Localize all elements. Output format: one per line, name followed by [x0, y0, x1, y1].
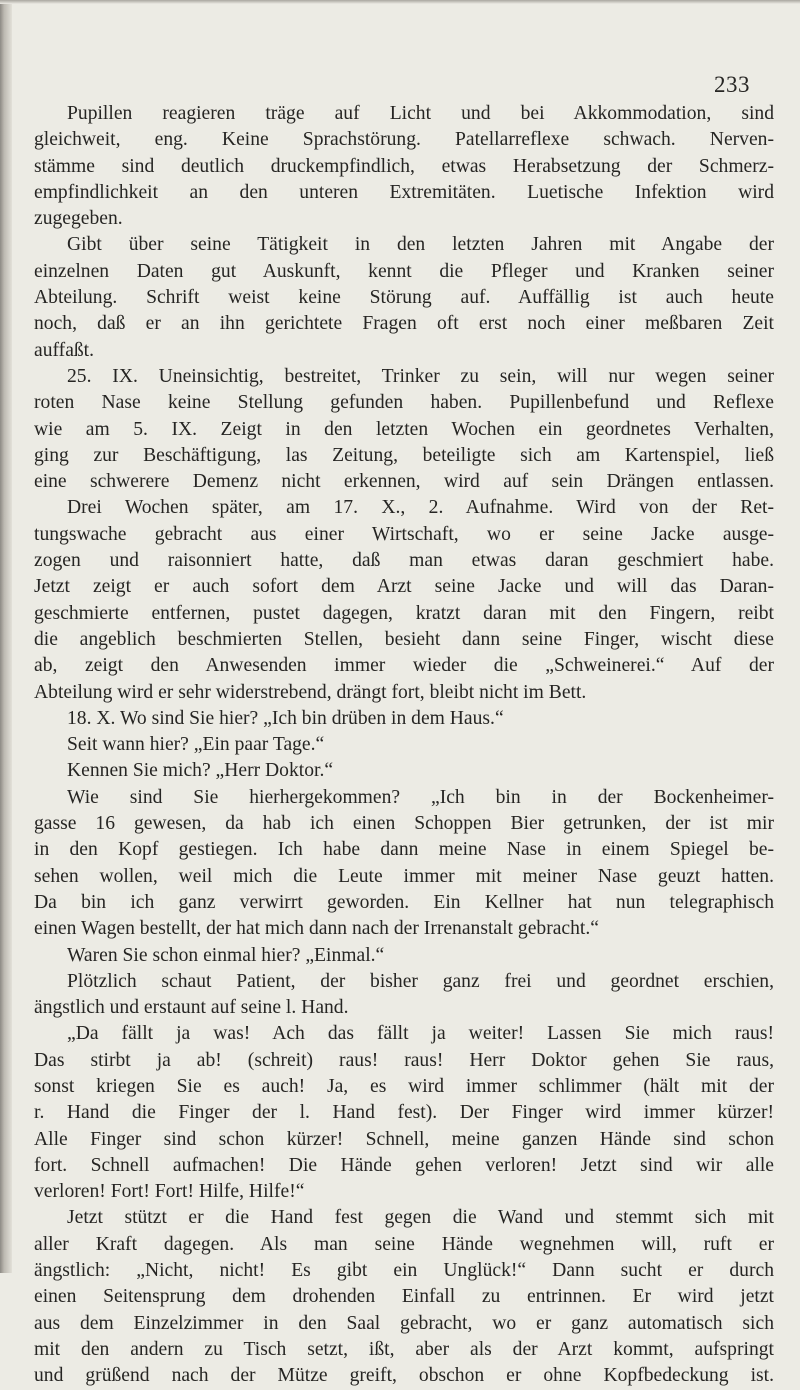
text-line: Alle Finger sind schon kürzer! Schnell, meine ganzen Hände sind schon: [34, 1128, 774, 1150]
text-line: stämme sind deutlich druckempfindlich, etwas Herabsetzung der Schmerz-: [34, 155, 774, 177]
text-line: ängstlich und erstaunt auf seine l. Hand.: [34, 997, 349, 1019]
text-line: aller Kraft dagegen. Als man seine Hände wegnehmen will, ruft er: [34, 1233, 774, 1255]
text-line: tungswache gebracht aus einer Wirtschaft, wo er seine Jacke ausge-: [34, 523, 774, 545]
text-line: ab, zeigt den Anwesenden immer wieder die „Schweinerei.“ Auf der: [34, 655, 774, 677]
text-line: einen Wagen bestellt, der hat mich dann nach der Irrenanstalt gebracht.“: [34, 918, 599, 940]
text-line: r. Hand die Finger der l. Hand fest). Der Finger wird immer kürzer!: [34, 1102, 774, 1124]
page-top-shadow: [0, 0, 800, 4]
text-line: ging zur Beschäftigung, las Zeitung, beteiligte sich am Kartenspiel, ließ: [34, 444, 774, 466]
text-line: Jetzt zeigt er auch sofort dem Arzt seine Jacke und will das Daran-: [34, 576, 774, 598]
text-line: zogen und raisonniert hatte, daß man etwas daran geschmiert habe.: [34, 550, 774, 572]
text-line: Jetzt stützt er die Hand fest gegen die Wand und stemmt sich mit: [67, 1207, 774, 1229]
text-line: noch, daß er an ihn gerichtete Fragen oft erst noch einer meßbaren Zeit: [34, 313, 774, 335]
text-line: eine schwerere Demenz nicht erkennen, wird auf sein Drängen entlassen.: [34, 471, 774, 493]
text-line: „Da fällt ja was! Ach das fällt ja weiter! Lassen Sie mich raus!: [67, 1023, 774, 1045]
text-line: geschmierte entfernen, pustet dagegen, kratzt daran mit den Fingern, reibt: [34, 602, 774, 624]
text-line: wie am 5. IX. Zeigt in den letzten Wochen ein geordnetes Verhalten,: [34, 418, 774, 440]
text-line: Abteilung wird er sehr widerstrebend, drängt fort, bleibt nicht im Bett.: [34, 681, 587, 703]
text-line: Wie sind Sie hierhergekommen? „Ich bin in der Bockenheimer-: [67, 786, 774, 808]
text-line: fort. Schnell aufmachen! Die Hände gehen verloren! Jetzt sind wir alle: [34, 1154, 774, 1176]
text-line: Seit wann hier? „Ein paar Tage.“: [67, 734, 325, 756]
text-line: sehen wollen, weil mich die Leute immer mit meiner Nase geuzt hatten.: [34, 865, 774, 887]
text-line: Da bin ich ganz verwirrt geworden. Ein Kellner hat nun telegraphisch: [34, 891, 774, 913]
text-line: aus dem Einzelzimmer in den Saal gebracht, wo er ganz automatisch sich: [34, 1312, 774, 1334]
text-line: Das stirbt ja ab! (schreit) raus! raus! Herr Doktor gehen Sie raus,: [34, 1049, 774, 1071]
text-line: gleichweit, eng. Keine Sprachstörung. Patellarreflexe schwach. Nerven-: [34, 129, 774, 151]
text-line: in den Kopf gestiegen. Ich habe dann meine Nase in einem Spiegel be-: [34, 839, 774, 861]
text-line: mit den andern zu Tisch setzt, ißt, aber als der Arzt kommt, aufspringt: [34, 1338, 774, 1360]
text-line: einzelnen Daten gut Auskunft, kennt die Pfleger und Kranken seiner: [34, 260, 774, 282]
text-line: auffaßt.: [34, 339, 95, 361]
text-line: zugegeben.: [34, 208, 123, 230]
text-line: Kennen Sie mich? „Herr Doktor.“: [67, 760, 334, 782]
text-line: roten Nase keine Stellung gefunden haben. Pupillenbefund und Reflexe: [34, 392, 774, 414]
text-line: Abteilung. Schrift weist keine Störung auf. Auffällig ist auch heute: [34, 287, 774, 309]
text-line: 25. IX. Uneinsichtig, bestreitet, Trinker zu sein, will nur wegen seiner: [67, 365, 774, 387]
page-binding-shadow: [0, 0, 12, 1273]
text-line: und grüßend nach der Mütze greift, obschon er ohne Kopfbedeckung ist.: [34, 1365, 774, 1387]
text-line: Gibt über seine Tätigkeit in den letzten Jahren mit Angabe der: [67, 234, 774, 256]
text-line: 18. X. Wo sind Sie hier? „Ich bin drüben in dem Haus.“: [67, 707, 504, 729]
text-line: gasse 16 gewesen, da hab ich einen Schoppen Bier getrunken, der ist mir: [34, 813, 774, 835]
text-line: sonst kriegen Sie es auch! Ja, es wird immer schlimmer (hält mit der: [34, 1075, 774, 1097]
text-line: empfindlichkeit an den unteren Extremitäten. Luetische Infektion wird: [34, 181, 774, 203]
text-line: einen Seitensprung dem drohenden Einfall zu entrinnen. Er wird jetzt: [34, 1286, 774, 1308]
body-text: [34, 101, 774, 1390]
text-line: Waren Sie schon einmal hier? „Einmal.“: [67, 944, 385, 966]
text-line: Plötzlich schaut Patient, der bisher ganz frei und geordnet erschien,: [67, 970, 774, 992]
text-line: verloren! Fort! Fort! Hilfe, Hilfe!“: [34, 1181, 305, 1203]
page-number: 233: [714, 72, 750, 97]
text-line: Pupillen reagieren träge auf Licht und bei Akkommodation, sind: [67, 103, 774, 124]
text-line: ängstlich: „Nicht, nicht! Es gibt ein Unglück!“ Dann sucht er durch: [34, 1260, 774, 1282]
text-line: die angeblich beschmierten Stellen, besieht dann seine Finger, wischt diese: [34, 628, 774, 650]
text-line: Drei Wochen später, am 17. X., 2. Aufnahme. Wird von der Ret-: [67, 497, 774, 519]
